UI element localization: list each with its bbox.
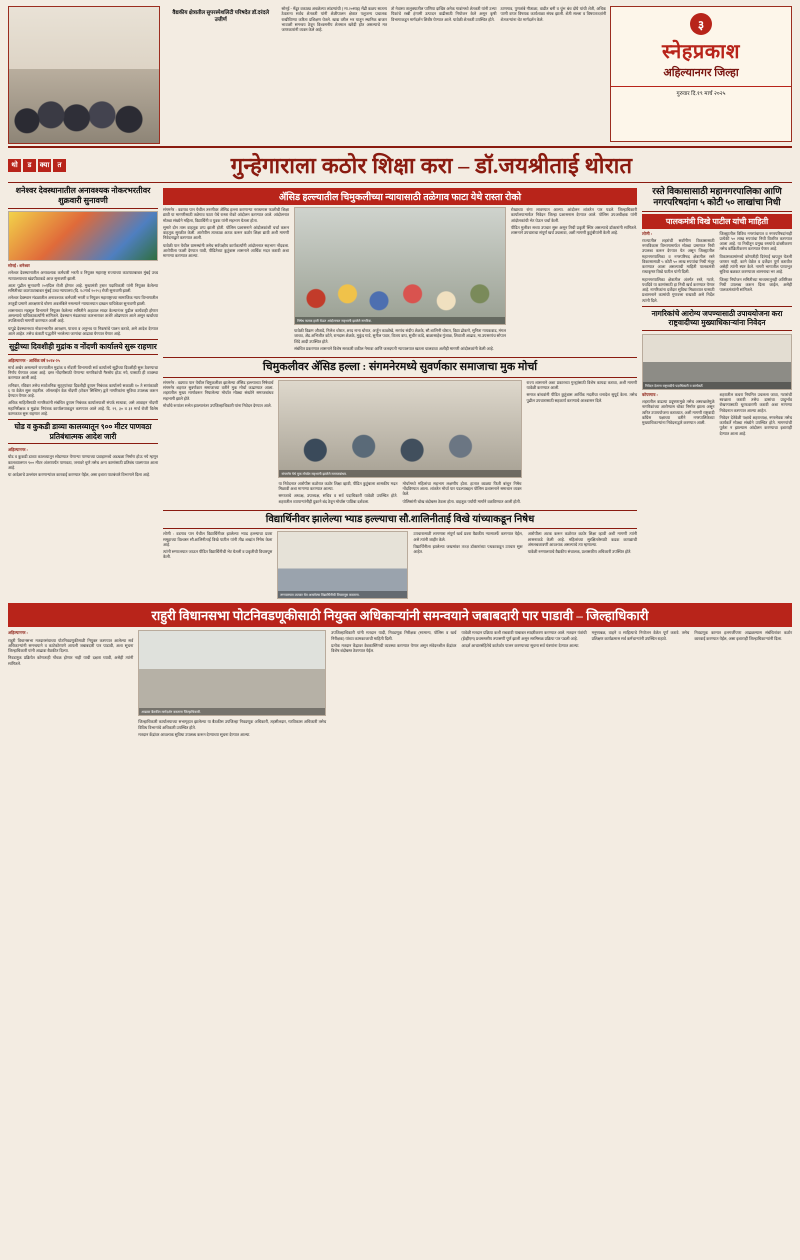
sec3-c3-p1: आरोपीला अटक करून कठोरात कठोर शिक्षा व्हावी अशी मागणी त्यांनी शासनाकडे केली आहे. महिलांच्या सुरक्षिततेसाठी कडक कायद्याची अंमलबजावणी आवश्यक असल्याचे त्या म्हणाल्या.	[527, 531, 637, 547]
center-c1-p1: संगमनेर : वडगाव पान येथील तरुणीवर ॲसिड हल्ला करणाऱ्या नराधमास फाशीची शिक्षा द्यावी या मागणीसाठी तळेगाव फाटा येथे रास्ता रोको आंदोलन करण्यात आले. आंदोलनात मोठ्या संख्येने महिला, विद्यार्थिनी व युवक यांनी सहभाग घेतला होता.	[163, 207, 290, 223]
masthead-lead-left: सोन्ई - मेंढूर वकाट्य अधळेल्या लांडग्यांची ( मा.२०साह) मेंढी कळप सातत्य ठेवताना सर्वच शेतकरी यांनी शेळीपालन क्षेत्रात पशुजन्य प्रचालक राखीविण्या करिता प्रशिक्षण घेतले. खाद्य वरील भर यातून स्थानिक बाजार भावाशी समन्वय ठेवून विश्वसनीय शेतमाल खरेदी होत असल्याचे मत जाणकारांनी व्यक्त केले आहे.	[281, 6, 387, 33]
center-sec3-col1	[163, 531, 272, 599]
right-p4: विकासकामांमध्ये कोणतीही दिरंगाई खपवून घेतली जाणार नाही, कामे वेळेत व दर्जेदार पूर्ण करावीत असेही त्यांनी स्पष्ट केले. नागरी भागातील पायाभूत सुविधा बळकट करण्यावर शासनाचा भर आहे.	[719, 253, 792, 275]
left-column	[8, 186, 158, 599]
bottom-col-2	[138, 719, 326, 737]
sec2-c1-p2: मोर्चाचे रूपांतर सभेत झाल्यानंतर उपजिल्हाधिकारी यांना निवेदन देण्यात आले.	[163, 402, 272, 408]
left-lead-photo	[8, 211, 158, 261]
right-box-p3: निवेदन देतेवेळी पक्षाचे शहराध्यक्ष, नगरसेवक तसेच कार्यकर्ते मोठ्या संख्येने उपस्थित होते. मागण्यांची पूर्तता न झाल्यास आंदोलन करण्याचा इशाराही देण्यात आला आहे.	[719, 414, 792, 436]
center-sec2-col2	[278, 481, 521, 506]
right-body	[642, 231, 792, 303]
left-lead-body	[8, 263, 158, 336]
newspaper-title: स्नेहप्रकाश	[662, 41, 740, 63]
center-c3-p2: पीडित मुलीवर सध्या उपचार सुरू असून तिची प्रकृती स्थिर असल्याचे डॉक्टरांनी सांगितले. शासनाने उपचाराचा संपूर्ण खर्च उचलावा, अशी मागणी कुटुंबीयांनी केली आहे.	[510, 224, 638, 236]
center-main-photo	[294, 207, 506, 325]
bottom-c5-p2: निवडणूक कामात हलगर्जीपणा आढळल्यास संबंधितांवर कठोर कारवाई करण्यात येईल, असा इशाराही जिल्हाधिकाऱ्यांनी दिला.	[694, 630, 792, 641]
left-p5: यापुढे देवस्थानच्या नोकरभरतीत आरक्षण, पात्रता व अनुभव या निकषांचे पालन करावे, असे आदेश देण्यात आले आहेत. तसेच कंत्राटी पद्धतीने भरलेल्या जागांचा आढावा घेण्यात येणार आहे.	[8, 325, 158, 336]
center-c1-p2: सुमारे दोन तास वाहतूक ठप्प झाली होती. पोलिस प्रशासनाने आंदोलकांशी चर्चा करून वाहतूक सुरळीत केली. आरोपीस तात्काळ अटक करून कठोर शिक्षा द्यावी अशी मागणी निवेदनाद्वारे करण्यात आली.	[163, 224, 290, 241]
right-box-photo-caption: निवेदन देताना राष्ट्रवादीचे पदाधिकारी व कार्यकर्ते.	[643, 382, 791, 389]
center-col-1	[163, 207, 289, 353]
right-column	[642, 186, 792, 599]
bottom-c3-p1: उपजिल्हाधिकारी यांनी मतदान यादी, निवडणूक निरीक्षक (सामान्य, पोलिस व खर्च निरीक्षक) यांच्या कामकाजाची माहिती दिली.	[331, 630, 457, 641]
center-main-photo-caption: निषेध फलक हाती घेऊन आंदोलनात सहभागी झालेले नागरिक.	[295, 317, 505, 324]
center-c2-p1: यावेळी विक्रम औताडे, निलेश थोरात, शरद नाना थोरात, अर्जुन काळोखे, सरपंच संदीप शेळके, सौ.शालिनी थोरात, विद्या ढोकणे, सुनिता गायकवाड, मंगल जाधव, ॲड.अभिजीत कोते, रामदास शेळके, मुकुंद गाडे, सुनील पवार, विजय वाघ, सुधीर कांदे, बाळासाहेब गुंजाळ, शिवाजी आढाव, मा.उपसरपंच सोपान शिंदे आदी उपस्थित होते.	[294, 328, 506, 344]
center-sec3-title: विद्यार्थिनीवर झालेल्या भ्याड हल्ल्याचा सौ.शालिनीताई विखे यांच्याकडून निषेध	[163, 514, 637, 530]
sec2-c3-p2: पोलिसांनी चोख बंदोबस्त ठेवला होता. वाहतूक पर्यायी मार्गाने वळविण्यात आली होती.	[402, 498, 521, 504]
left-box1-title: सुट्टीच्या दिवशीही मुद्रांक व नोंदणी कार्यालये सुरू राहणार	[8, 339, 158, 354]
right-subtitle: पालकमंत्री विखे पाटील यांची माहिती	[642, 214, 792, 229]
left-box2-p2: या आदेशाचे उल्लंघन करणाऱ्यांवर कारवाई करण्यात येईल, असा इशारा पाटबंधारे विभागाने दिला आहे.	[8, 472, 151, 478]
bottom-col-4	[461, 630, 586, 739]
sec2-c2-p2: समाजाचे अध्यक्ष, उपाध्यक्ष, सचिव व सर्व पदाधिकारी यावेळी उपस्थित होते. शहरातील व्यापाऱ्यांनीही दुकाने बंद ठेवून मोर्चास पाठिंबा दर्शवला.	[278, 493, 398, 504]
logo-badge-number: ३	[690, 13, 712, 35]
left-p3: शनेश्वर देवस्थान मंडळातील अनावश्यक कर्मचारी भरती व नियुक्त महाराष्ट्राच्या सामाजिक न्याय विभागातील तरतुदी प्रमाणे आरक्षणाचे धोरण अवलंबिले नसल्याने न्यायालयात दाखल याचिकेवर सुनावणी झाली.	[8, 295, 158, 306]
bottom-c1-p2: निवडणूक प्रक्रियेत कोणताही गोंधळ होणार नाही याची दक्षता घ्यावी, असेही त्यांनी सांगितले.	[8, 655, 134, 666]
center-col-3	[511, 207, 637, 353]
bottom-c3-p2: प्रत्येक मतदान केंद्रावर वेबकास्टिंगची व्यवस्था करण्यात येणार असून संवेदनशील केंद्रांवर विशेष बंदोबस्त ठेवण्यात येईल.	[331, 642, 457, 654]
sec2-c4-p1: राज्य शासनाने अशा प्रकारच्या गुन्ह्यांसाठी विशेष कायदा करावा, अशी मागणी यावेळी करण्यात आली.	[526, 379, 637, 391]
bottom-photo-caption: आढावा बैठकीत मार्गदर्शन करताना जिल्हाधिकारी.	[139, 708, 325, 715]
center-sec3-col2	[413, 531, 522, 599]
sec2-c1-p1: संगमनेर : वडगाव पान येथील चिमुकलीवर झालेल्या ॲसिड हल्ल्याच्या निषेधार्थ संगमनेर शहरात सुवर्णकार समाजाच्या वतीने मुक मोर्चा काढण्यात आला. शहरातील मुख्य मार्गावरून निघालेल्या मोर्चात मोठ्या संख्येने समाजबांधव सहभागी झाले होते.	[163, 379, 274, 401]
sec3-c2-p2: विद्यार्थिनीला झालेल्या जखमांवर तज्ज्ञ डॉक्टरांच्या पथकाकडून उपचार सुरू आहेत.	[413, 543, 523, 555]
left-lead-title: शनेश्वर देवस्थानातील अनावश्यक नोकरभरतीवर शुक्रवारी सुनावणी	[8, 186, 158, 209]
main-headline: गुन्हेगाराला कठोर शिक्षा करा – डॉ.जयश्रीताई थोरात	[230, 153, 633, 178]
bottom-c4-p1: यावेळी मतदान प्रक्रिया कशी राबवावी याबाबत सादरीकरण करण्यात आले. मतदान यंत्रांची (ईव्हीएम) प्रथमस्तरीय तपासणी पूर्ण झाली असून सरमिसळ प्रक्रिया पार पडली आहे.	[461, 630, 587, 641]
right-byline: लोणी :	[642, 230, 653, 236]
left-box2-p1: घोड व कुकडी डाव्या कालव्यातून सोडण्यात येणाऱ्या पाण्याच्या प्रवाहामध्ये अडथळा निर्माण होऊ नये म्हणून कालव्यालगत ९०० मीटर अंतरापर्यंत पाणवठा, जनावरे धुणे तसेच अन्य कामांसाठी प्रतिबंध घालण्यात आला आहे.	[8, 454, 158, 470]
center-c1-p3: यावेळी पान येथील ग्रामस्थांनी तसेच सर्वपक्षीय कार्यकर्त्यांनी आंदोलनात सहभाग नोंदवला. आरोपीला फाशी देण्यात यावी, पीडितेच्या कुटुंबास शासनाने आर्थिक मदत करावी अशा मागण्या करण्यात आल्या.	[163, 242, 290, 259]
bottom-c2-p1: जिल्हाधिकारी कार्यालयाच्या सभागृहात झालेल्या या बैठकीस उपजिल्हा निवडणूक अधिकारी, तहसीलदार, गटविकास अधिकारी तसेच विविध विभागांचे अधिकारी उपस्थित होते.	[138, 719, 327, 730]
center-sec2-photo	[278, 380, 521, 478]
bottom-byline: अहिल्यानगर :	[8, 630, 28, 636]
right-box-byline: कोपरगाव :	[642, 391, 658, 397]
body-grid	[8, 186, 792, 599]
center-column	[163, 186, 637, 599]
center-sec3-photo-caption: रुग्णालयात उपचार घेत असलेल्या विद्यार्थिनीची विचारपूस करताना.	[278, 591, 407, 598]
right-box-title: नागरिकांचे आरोग्य जपण्यासाठी उपाययोजना करा राष्ट्रवादीच्या मुख्याधिकाऱ्यांना निवेदन	[642, 306, 792, 331]
center-sec2-photo-caption: संगमनेर येथे मुक मोर्चात सहभागी झालेले समाजबांधव.	[279, 470, 520, 477]
left-p4: शासनाच्या महसूल विभागाने नियुक्त केलेल्या समितीने अहवाल सादर केल्यानंतर पुढील कार्यवाही होणार असल्याचे याचिकाकर्त्यांनी सांगितले. देवस्थान मंडळाच्या कारभारावर ताशेरे ओढण्यात आले असून खर्चाच्या तपशिलाची मागणी करण्यात आली आहे.	[8, 307, 158, 324]
center-sec3-photo	[277, 531, 408, 599]
bottom-c2-p2: मतदान केंद्रांवर आवश्यक सुविधा उपलब्ध करून देण्याच्या सूचना देण्यात आल्या.	[138, 731, 251, 737]
left-box1-meta: अहिल्यानगर - आर्थिक वर्ष २०२४-२५	[8, 357, 60, 363]
sec2-c2-p1: या निवेदनात आरोपीस कठोरात कठोर शिक्षा व्हावी, पीडित कुटुंबाला शासकीय मदत मिळावी अशा मागण्या करण्यात आल्या.	[278, 480, 398, 492]
center-sec3-col3	[528, 531, 637, 599]
bottom-col-1	[8, 630, 133, 739]
bottom-col-5	[592, 630, 792, 739]
right-box-photo	[642, 334, 792, 390]
center-red-band: ॲसिड हल्ल्यातील चिमुकलीच्या न्यायासाठी तळेगाव फाटा येथे रास्ता रोको	[163, 188, 637, 205]
left-box1-p1: मार्च अखेर असल्याने राज्यातील मुद्रांक व नोंदणी विभागाची सर्व कार्यालये सुट्टीच्या दिवशीही सुरू ठेवण्याचा निर्णय घेण्यात आला आहे. दस्त नोंदणीसाठी येणाऱ्या नागरिकांची गैरसोय होऊ नये, यासाठी ही व्यवस्था करण्यात आली आहे.	[8, 364, 158, 381]
left-box2-title: घोड व कुकडी डाव्या कालव्यातून ९०० मीटर पाणवठा प्रतिबंधात्मक आदेश जारी	[8, 419, 158, 444]
center-sec2-col4	[527, 380, 637, 506]
sec2-c3-p1: मोर्चामध्ये महिलांचा सहभाग लक्षणीय होता. हातात काळ्या फिती बांधून निषेध नोंदविण्यात आला. शांततेत मोर्चा पार पडल्याबद्दल पोलिस प्रशासनाने समाधान व्यक्त केले.	[402, 480, 522, 497]
right-title: रस्ते विकासासाठी महानगरपालिका आणि नगरपरिषदांना ५ कोटी ५० लाखांचा निधी	[642, 186, 792, 212]
masthead-lead-mid: तो नेवासा तालुक्यातील पाणिया दाखिर अनेक गावांमध्ये शेतकरी यांनी उभ्या पिकांचे रब्बी हंगामी उत्पादन वाढीसाठी नियोजन केले असून कृषी विभागाकडून मार्गदर्शन शिबीर घेण्यात आले. यावेळी शेतकरी उपस्थित होते.	[391, 6, 497, 22]
center-col-2	[294, 328, 506, 351]
bottom-col-3	[331, 630, 456, 739]
right-box-p1: शहरातील वाढत्या प्रदूषणामुळे तसेच अस्वच्छतेमुळे नागरिकांच्या आरोग्यास धोका निर्माण झाला असून त्वरित उपाययोजना कराव्यात, अशी मागणी राष्ट्रवादी काँग्रेस पक्षाच्या वतीने नगरपालिकेच्या मुख्याधिकाऱ्यांना निवेदनाद्वारे करण्यात आली.	[642, 398, 715, 426]
sec3-c2-p1: उपचारासाठी लागणारा संपूर्ण खर्च प्रवरा वैद्यकीय न्यासातर्फे करण्यात येईल, असे त्यांनी जाहीर केले.	[413, 531, 523, 542]
left-box1-body	[8, 358, 158, 417]
publication-date: गुरुवार दि.१९ मार्च २०२५	[611, 86, 791, 97]
section-chips	[8, 159, 66, 172]
center-sec2-col1	[163, 380, 273, 506]
main-headline-bar	[8, 146, 792, 183]
chip-3: क्या	[38, 159, 51, 172]
sec3-c1-p1: लोणी : वडगाव पान येथील विद्यार्थिनीवर झालेल्या भ्याड हल्ल्याचा प्रवरा समूहाच्या विश्वस्त सौ.शालिनीताई विखे पाटील यांनी तीव्र शब्दांत निषेध केला आहे.	[163, 531, 273, 547]
center-c3-p1: रोखाच्या रांगा लावण्यात आल्या. आंदोलन शांततेत पार पडले. जिल्हाधिकारी कार्यालयामार्फत निवेदन जिल्हा प्रशासनास देण्यात आले. पोलिस उपअधीक्षक यांनी आंदोलकांची भेट घेऊन चर्चा केली.	[510, 207, 638, 223]
sec2-c4-p2: समाज बांधवांनी पीडित कुटुंबास आर्थिक मदतीचा धनादेश सुपूर्द केला. तसेच पुढील उपचारासाठी सहकार्य करण्याचे आश्वासन दिले.	[526, 392, 637, 403]
left-box2-meta: अहिल्यानगर :	[8, 446, 28, 452]
bottom-c1-p1: राहुरी विधानसभा मतदारसंघाच्या पोटनिवडणुकीसाठी नियुक्त करण्यात आलेल्या सर्व अधिकाऱ्यांनी समन्वयाने व काटेकोरपणे आपली जबाबदारी पार पाडावी, अशा सूचना जिल्हाधिकारी यांनी आढावा बैठकीत दिल्या.	[8, 637, 134, 654]
center-c2-p2: संबंधित प्रकरणात शासनाने विशेष सरकारी वकील नेमावा आणि जलदगती न्यायालयात खटला चालवावा अशीही मागणी आंदोलकांनी केली आहे.	[294, 345, 494, 351]
left-box1-p3: अधिक माहितीसाठी नागरिकांनी संबंधित दुय्यम निबंधक कार्यालयाशी संपर्क साधावा, असे आवाहन नोंदणी महानिरीक्षक व मुद्रांक नियंत्रक कार्यालयाकडून करण्यात आले आहे. दि. २९, ३० व ३१ मार्च रोजी विशेष कामकाज सुरू राहणार आहे.	[8, 400, 158, 416]
masthead-photo	[8, 6, 160, 144]
bottom-c5-p1: मनुष्यबळ, वाहने व साहित्याचे नियोजन वेळेत पूर्ण करावे. तसेच प्रशिक्षण कार्यक्रमास सर्व कर्मचाऱ्यांनी उपस्थित राहावे.	[591, 630, 690, 641]
newspaper-subtitle: अहिल्यानगर जिल्हा	[663, 67, 739, 79]
masthead	[8, 6, 792, 142]
right-box-p2: शहरातील कचरा नियमित उचलला जावा, गटारांची स्वच्छता करावी तसेच डासांचा प्रादुर्भाव रोखण्यासाठी धूरफवारणी करावी अशा मागण्या निवेदनात करण्यात आल्या आहेत.	[719, 391, 792, 413]
left-p1: शनेश्वर देवस्थानातील अनावश्यक कर्मचारी भरती व नियुक्त महाराष्ट्र राज्याच्या काटपाटबाबत मुंबई उच्च न्यायालयाच्या खंडपीठाकडे आज सुनावणी झाली.	[8, 270, 158, 281]
sec3-c1-p2: त्यांनी रुग्णालयात जाऊन पीडित विद्यार्थिनीची भेट घेतली व प्रकृतीची विचारपूस केली.	[163, 549, 273, 560]
right-p3: जिल्ह्यातील विविध नगरपंचायत व नगरपरिषदांनाही प्रत्येकी ५० लाख रुपयांचा निधी वितरित करण्यात आला आहे. या निधीतून प्रमुख रस्त्यांचे डांबरीकरण तसेच काँक्रिटीकरण करण्यात येणार आहे.	[719, 230, 792, 252]
left-box1-p2: शनिवार, रविवार तसेच सार्वजनिक सुट्ट्यांच्या दिवशीही दुय्यम निबंधक कार्यालये सकाळी १० ते सायंकाळी ६ या वेळेत सुरू राहतील. ऑनलाईन वेळ नोंदणी (टोकन सिस्टिम) द्वारे नागरिकांना सुविधा उपलब्ध करून देण्यात येणार आहे.	[8, 382, 158, 399]
right-box-body	[642, 392, 792, 436]
right-p5: जिल्हा नियोजन समितीच्या माध्यमातूनही अतिरिक्त निधी उपलब्ध करून दिला जाईल, असेही पालकमंत्र्यांनी सांगितले.	[719, 276, 792, 293]
left-box2-body	[8, 447, 158, 477]
left-p2: आता पुढील सुनावणी २०एप्रिल रोजी होणार आहे. मुख्यमंत्री ट्रस्टर पदाधिकारी यांनी नियुक्त केलेल्या समितीच्या काटपाटाबाबत मुंबई उच्च न्यायालय (दि. १८मार्च २०२५) रोजी सुनावणी झाली.	[8, 282, 158, 294]
bottom-photo	[138, 630, 326, 716]
bottom-c4-p2: आदर्श आचारसंहितेचे काटेकोर पालन करण्याच्या सूचना सर्व यंत्रणांना देण्यात आल्या.	[461, 642, 580, 648]
chip-1: थो	[8, 159, 21, 172]
sec3-c3-p2: यावेळी रुग्णालयाचे वैद्यकीय संचालक, प्रशासकीय अधिकारी उपस्थित होते.	[527, 549, 632, 555]
masthead-photo-caption: वैद्यकीय क्षेत्रातील सुपरस्पेशलिटी परिषदेत डॉ.दरंदले उत्तीर्ण	[172, 10, 270, 24]
left-lead-byline: सोनई : शनेश्वर	[8, 263, 30, 268]
chip-2: ड	[23, 159, 36, 172]
right-p2: महानगरपालिका क्षेत्रातील अंतर्गत रस्ते, गटारे, पथदिवे या कामांसाठी हा निधी खर्च करण्यात येणार आहे. नागरिकांना दर्जेदार सुविधा मिळाव्यात यासाठी प्रशासनाने कामांची गुणवत्ता राखावी असे निर्देश त्यांनी दिले.	[642, 276, 715, 303]
bottom-headline: राहुरी विधानसभा पोटनिवडणूकीसाठी नियुक्त अधिकाऱ्यांनी समन्वयाने जबाबदारी पार पाडावी – जिल्हाधिकारी	[8, 603, 792, 627]
newspaper-logo	[610, 6, 792, 142]
masthead-lead-right: ठाणगाव, पुणतांबे गौताळा, वाडीत बनी व चुंभ बंध दोघे यांची शेती, अधिक पाणी वापर विषयक कार्यशाळा संपन्न झाली. शेती सल्ला व विषयतज्ज्ञांनी शेतकऱ्यांना थेट मार्गदर्शन केले.	[500, 6, 606, 22]
chip-4: त	[53, 159, 66, 172]
right-p1: राज्यातील शहरांची सर्वांगीण विकासासाठी नगरविकास विभागामार्फत मोठ्या प्रमाणात निधी उपलब्ध करून देण्यात येत असून जिल्ह्यातील महानगरपालिका व नगरपरिषद क्षेत्रातील रस्ते विकासासाठी ५ कोटी ५० लाख रुपयांचा निधी मंजूर करण्यात आला असल्याची माहिती पालकमंत्री राधाकृष्ण विखे पाटील यांनी दिली.	[642, 237, 715, 275]
center-sec2-title: चिमुकलीवर ॲसिड हल्ला : संगमनेरमध्ये सुवर्णकार समाजाचा मुक मोर्चा	[163, 361, 637, 378]
